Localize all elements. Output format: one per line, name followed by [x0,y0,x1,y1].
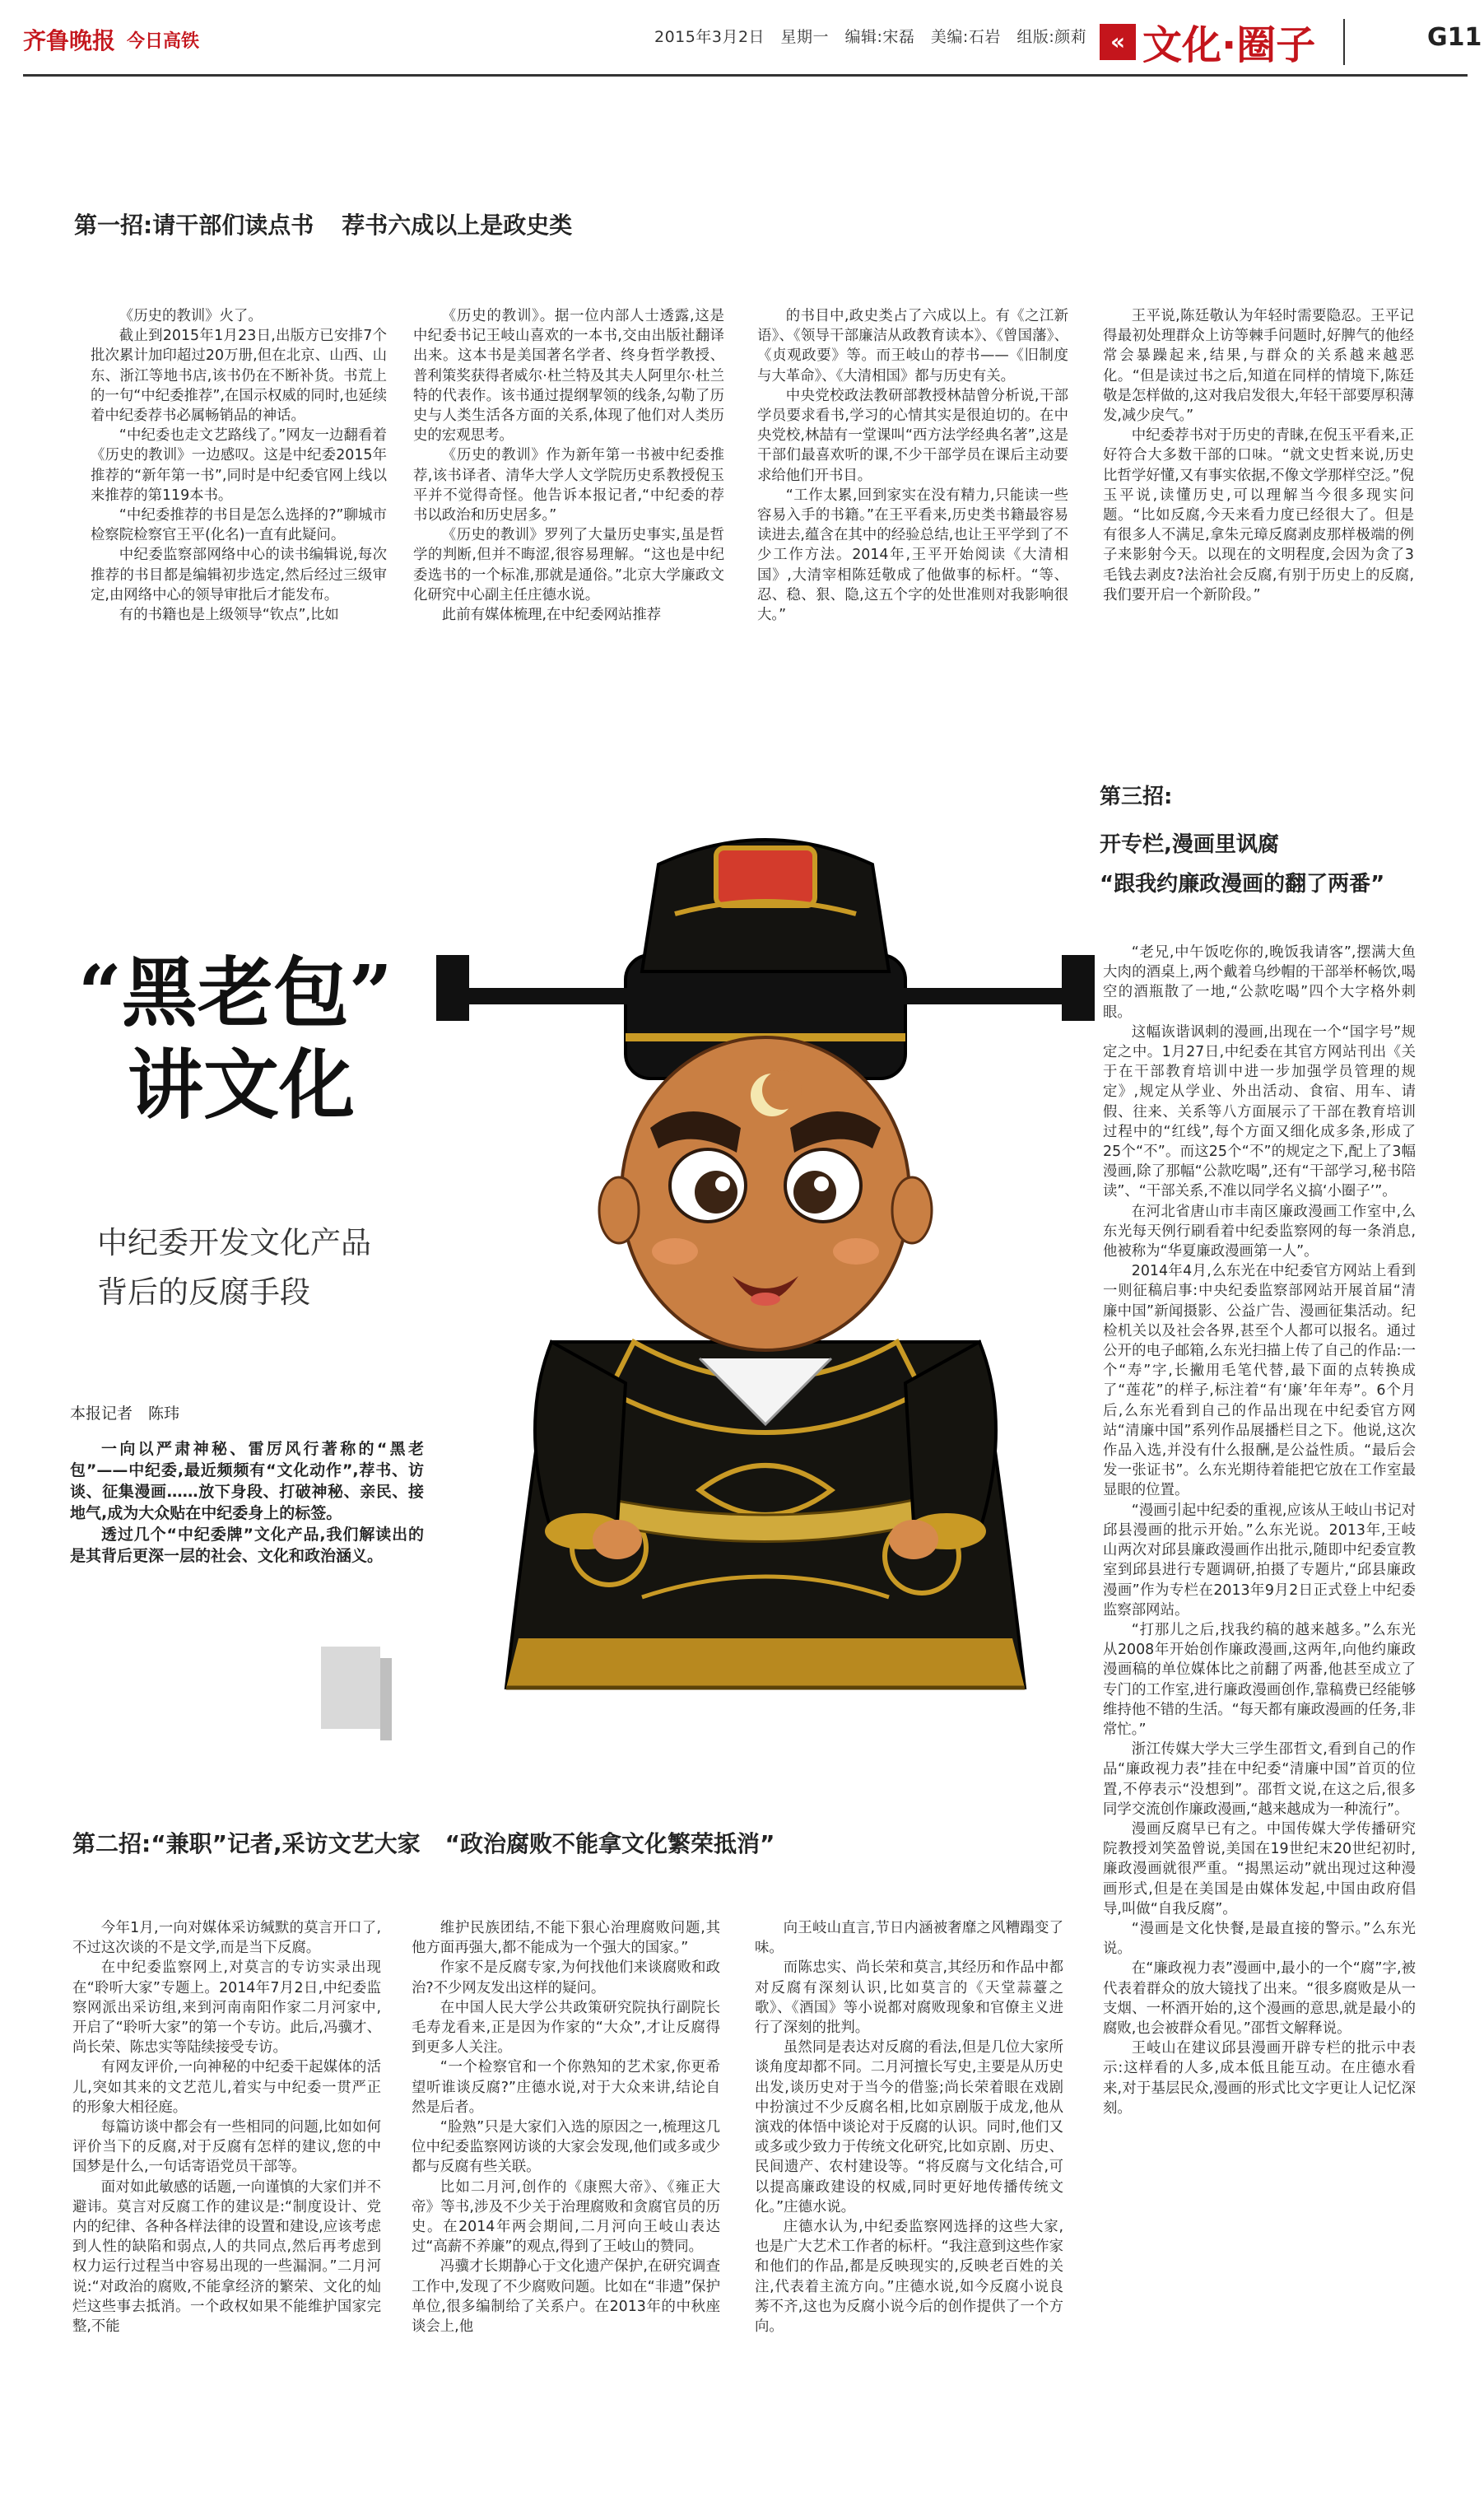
paragraph: 《历史的教训》。据一位内部人士透露,这是中纪委书记王岐山喜欢的一本书,交由出版社翻译出来。这本书是美国著名学者、终身哲学教授、普利策奖获得者威尔·杜兰特及其夫人阿里尔·杜兰特的代表作。该书通过提纲挈领的线条,勾勒了历史与人类生活各方面的关系,体现了他们对人类历史的宏观思考。 [413,308,724,445]
paragraph: 此前有媒体梳理,在中纪委网站推荐 [441,607,662,624]
section2-heading [72,1826,775,1859]
section2-column-3 [755,1918,1063,2336]
paragraph: 有的书籍也是上级领导“钦点”,比如 [119,607,339,624]
byline: 本报记者 陈玮 [70,1405,180,1423]
decorative-block [321,1647,380,1729]
section3-title-2: “跟我约廉政漫画的翻了两番” [1100,872,1385,897]
headline-line-2: 讲文化 [128,1041,356,1130]
section3-label: 第三招: [1100,785,1173,809]
page-number: G11 [1427,23,1482,52]
paragraph: 庄德水认为,中纪委监察网选择的这些大家,也是广大艺术工作者的标杆。“我注意到这些作家和他们的作品,都是反映现实的,反映老百姓的关注,代表着主流方向。”庄德水说,如今反腐小说良莠不齐,这也为反腐小说今后的创作提供了一个方向。 [755,2219,1063,2336]
paragraph: “打那儿之后,找我约稿的越来越多。”么东光从2008年开始创作廉政漫画,这两年,向他约廉政漫画稿的单位媒体比之前翻了两番,他甚至成立了专门的工作室,进行廉政漫画创作,靠稿费已经能够维持他不错的生活。“每天都有廉政漫画的任务,非常忙。” [1103,1621,1416,1738]
paragraph: 有网友评价,一向神秘的中纪委干起媒体的活儿,突如其来的文艺范儿,着实与中纪委一贯严正的形象大相径庭。 [72,2059,381,2116]
feature-dek [97,1218,371,1317]
paragraph: 中纪委监察部网络中心的读书编辑说,每次推荐的书目都是编辑初步选定,然后经过三级审定,由网络中心的领导审批后才能发布。 [91,547,387,603]
paragraph: 浙江传媒大学大三学生邵哲文,看到自己的作品“廉政视力表”挂在中纪委“清廉中国”首页的位置,不停表示“没想到”。邵哲文说,在这之后,很多同学交流创作廉政漫画,“越来越成为一种流行”。 [1103,1741,1416,1818]
paragraph: 的书目中,政史类占了六成以上。有《之江新语》、《领导干部廉洁从政教育读本》、《曾国藩》、《贞观政要》等。而王岐山的荐书——《旧制度与大革命》、《大清相国》都与历史有关。 [757,308,1068,384]
paragraph: 每篇访谈中都会有一些相同的问题,比如如何评价当下的反腐,对于反腐有怎样的建议,您的中国梦是什么,一句话寄语党员干部等。 [72,2119,381,2176]
section1-column-2 [413,306,724,625]
section2-column-1 [72,1918,381,2336]
section2-column-2 [412,1918,720,2336]
paragraph: “老兄,中午饭吃你的,晚饭我请客”,摆满大鱼大肉的酒桌上,两个戴着乌纱帽的干部举杯畅饮,喝空的酒瓶散了一地,“公款吃喝”四个大字格外刺眼。 [1103,944,1416,1021]
paragraph: 作家不是反腐专家,为何找他们来谈腐败和政治?不少网友发出这样的疑问。 [412,1959,720,1996]
paragraph: “脸熟”只是大家们入选的原因之一,梳理这几位中纪委监察网访谈的大家会发现,他们或多或少都与反腐有些关联。 [412,2119,720,2176]
paragraph: “工作太累,回到家实在没有精力,只能读一些容易入手的书籍。”在王平看来,历史类书籍最容易读进去,蕴含在其中的经验总结,也让王平学到了不少工作方法。2014年,王平开始阅读《大清相国》,大清宰相陈廷敬成了他做事的标杆。“等、忍、稳、狠、隐,这五个字的处世准则对我影响很大。” [757,487,1068,624]
section1-column-4 [1103,306,1414,605]
paragraph: 中央党校政法教研部教授林喆曾分析说,干部学员要求看书,学习的心情其实是很迫切的。在中央党校,林喆有一堂课叫“西方法学经典名著”,这是干部们最喜欢听的课,不少干部学员在课后主动要求给他们开书目。 [757,387,1068,484]
paragraph: 2014年4月,么东光在中纪委官方网站上看到一则征稿启事:中央纪委监察部网站开展首届“清廉中国”新闻摄影、公益广告、漫画征集活动。纪检机关以及社会各界,甚至个人都可以报名。通过公开的电子邮箱,么东光扫描上传了自己的作品:一个“寿”字,长撇用毛笔代替,最下面的点转换成了“莲花”的样子,标注着“有‘廉’年年寿”。6个月后,么东光看到自己的作品出现在中纪委官方网站“清廉中国”系列作品展播栏目之下。他说,这次作品入选,并没有什么报酬,是公益性质。“最后会发一张证书”。么东光期待着能把它放在工作室最显眼的位置。 [1103,1263,1416,1499]
paragraph: 王平说,陈廷敬认为年轻时需要隐忍。王平记得最初处理群众上访等棘手问题时,好脾气的他经常会暴躁起来,结果,与群众的关系越来越恶化。“但是读过书之后,知道在同样的情境下,陈廷敬是怎样做的,这对我启发很大,年轻干部要厚积薄发,减少戾气。” [1103,308,1414,425]
section2-heading-a: 第二招:“兼职”记者,采访文艺大家 [72,1830,421,1857]
section1-heading-a: 第一招:请干部们读点书 [74,212,314,239]
dek-line-2: 背后的反腐手段 [97,1274,310,1310]
paragraph: 在河北省唐山市丰南区廉政漫画工作室中,么东光每天例行刷看着中纪委监察网的每一条消息,他被称为“华夏廉政漫画第一人”。 [1103,1203,1416,1260]
paragraph: “一个检察官和一个你熟知的艺术家,你更希望听谁谈反腐?”庄德水说,对于大众来讲,结论自然是后者。 [412,2059,720,2116]
section1-column-1 [91,306,387,625]
double-chevron-left-icon: « [1100,24,1136,60]
paragraph: 维护民族团结,不能下狠心治理腐败问题,其他方面再强大,都不能成为一个强大的国家。” [412,1920,720,1957]
paragraph: 冯骥才长期静心于文化遗产保护,在研究调查工作中,发现了不少腐败问题。比如在“非遗”保护单位,很多编制给了关系户。在2013年的中秋座谈会上,他 [412,2258,720,2336]
paragraph: 中纪委荐书对于历史的青睐,在倪玉平看来,正好符合大多数干部的口味。“就文史哲来说,历史比哲学好懂,又有事实依据,不像文学那样空泛。”倪玉平说,读懂历史,可以理解当今很多现实问题。“比如反腐,今天来看力度已经很大了。但是有很多人不满足,拿朱元璋反腐剥皮那样极端的例子来影射今天。以现在的文明程度,会因为贪了3毛钱去剥皮?法治社会反腐,有别于历史上的反腐,我们要开启一个新阶段。” [1103,427,1414,603]
paragraph: “中纪委也走文艺路线了。”网友一边翻看着《历史的教训》一边感叹。这是中纪委2015年推荐的“新年第一书”,同时是中纪委官网上线以来推荐的第119本书。 [91,427,387,504]
paragraph: 面对如此敏感的话题,一向谨慎的大家们并不避讳。莫言对反腐工作的建议是:“制度设计、党内的纪律、各种各样法律的设置和建设,应该考虑到人性的缺陷和弱点,人的共同点,然后再考虑到权力运行过程当中容易出现的一些漏洞。”二月河说:“对政治的腐败,不能拿经济的繁荣、文化的灿烂这些事去抵消。一个政权如果不能维护国家完整,不能 [72,2178,381,2336]
section3-body [1103,943,1416,2118]
paragraph: “漫画引起中纪委的重视,应该从王岐山书记对邱县漫画的批示开始。”么东光说。2013年,王岐山两次对邱县廉政漫画作出批示,随即中纪委宣教室到邱县进行专题调研,拍摄了专题片,“邱县廉政漫画”作为专栏在2013年9月2日正式登上中纪委监察部网站。 [1103,1502,1416,1619]
section-banner [1100,13,1345,70]
section1-heading-b: 荐书六成以上是政史类 [342,212,573,239]
paragraph: 截止到2015年1月23日,出版方已安排7个批次累计加印超过20万册,但在北京、山西、山东、浙江等地书店,该书仍在不断补货。书荒上的一句“中纪委推荐”,在国示权威的同时,也延续着中纪委荐书必属畅销品的神话。 [91,328,387,425]
feature-headline [78,947,393,1131]
masthead [23,23,199,56]
section1-column-3 [757,306,1068,625]
paragraph: 《历史的教训》火了。 [119,308,263,324]
paragraph: “中纪委推荐的书目是怎么选择的?”聊城市检察院检察官王平(化名)一直有此疑问。 [91,507,387,544]
paragraph: 而陈忠实、尚长荣和莫言,其经历和作品中都对反腐有深刻认识,比如莫言的《天堂蒜薹之歌》、《酒国》等小说都对腐败现象和官僚主义进行了深刻的批判。 [755,1959,1063,2037]
newspaper-logo: 齐鲁晚报 [23,27,116,54]
paragraph: 比如二月河,创作的《康熙大帝》、《雍正大帝》等书,涉及不少关于治理腐败和贪腐官员的历史。在2014年两会期间,二月河向王岐山表达过“高薪不养廉”的观点,得到了王岐山的赞同。 [412,2178,720,2256]
section3-title-1: 开专栏,漫画里讽腐 [1100,832,1279,857]
paragraph: 今年1月,一向对媒体采访缄默的莫言开口了,不过这次谈的不是文学,而是当下反腐。 [72,1920,381,1957]
section1-heading [74,207,572,240]
paragraph: 在中纪委监察网上,对莫言的专访实录出现在“聆听大家”专题上。2014年7月2日,中纪委监察网派出采访组,来到河南南阳作家二月河家中,开启了“聆听大家”的第一个专访。此后,冯骥才、尚长荣、陈忠实等陆续接受专访。 [72,1959,381,2057]
paragraph: 王岐山在建议邱县漫画开辟专栏的批示中表示:这样看的人多,成本低且能互动。在庄德水看来,对于基层民众,漫画的形式比文字更让人记忆深刻。 [1103,2040,1416,2117]
header-divider [1343,19,1345,65]
header-rule [23,74,1468,77]
bao-gong-mascot-illustration [428,766,1103,1737]
paragraph: 虽然同是表达对反腐的看法,但是几位大家所谈角度却都不同。二月河擅长写史,主要是从历史出发,谈历史对于当今的借鉴;尚长荣着眼在戏剧中扮演过不少反腐名相,比如京剧版于成龙,他从演戏的体悟中谈论对于反腐的认识。同时,他们又或多或少致力于传统文化研究,比如京剧、历史、民间遗产、农村建设等。“将反腐与文化结合,可以提高廉政建设的权威,同时更好地传播传统文化。”庄德水说。 [755,2039,1063,2215]
section-title: 文化·圈子 [1142,22,1316,68]
section2-heading-b: “政治腐败不能拿文化繁荣抵消” [444,1830,775,1857]
paragraph: 《历史的教训》作为新年第一书被中纪委推荐,该书译者、清华大学人文学院历史系教授倪玉平并不觉得奇怪。他告诉本报记者,“中纪委的荐书以政治和历史居多。” [413,447,724,524]
paragraph: 在中国人民大学公共政策研究院执行副院长毛寿龙看来,正是因为作家的“大众”,才让反腐得到更多人关注。 [412,1999,720,2057]
paragraph: 在“廉政视力表”漫画中,最小的一个“腐”字,被代表着群众的放大镜找了出来。“很多腐败是从一支烟、一杯酒开始的,这个漫画的意思,就是最小的腐败,也会被群众看见。”邵哲文解释说。 [1103,1960,1416,2037]
paragraph: “漫画是文化快餐,是最直接的警示。”么东光说。 [1103,1920,1416,1958]
paragraph: 《历史的教训》罗列了大量历史事实,虽是哲学的判断,但并不晦涩,很容易理解。“这也是中纪委选书的一个标准,那就是通俗。”北京大学廉政文化研究中心副主任庄德水说。 [413,527,724,603]
edition-label: 今日高铁 [127,30,200,52]
issue-meta: 2015年3月2日 星期一 编辑:宋磊 美编:石岩 组版:颜莉 [654,28,1087,46]
dek-line-1: 中纪委开发文化产品 [97,1225,371,1260]
paragraph: 漫画反腐早已有之。中国传媒大学传播研究院教授刘笑盈曾说,美国在19世纪末20世纪初时,廉政漫画就很严重。“揭黑运动”就出现过这种漫画形式,但是在美国是由媒体发起,中国由政府倡导,叫做“自我反腐”。 [1103,1820,1416,1917]
paragraph: 这幅诙谐讽刺的漫画,出现在一个“国字号”规定之中。1月27日,中纪委在其官方网站刊出《关于在干部教育培训中进一步加强学员管理的规定》,规定从学业、外出活动、食宿、用车、请假、往来、关系等八方面展示了干部在教育培训过程中的“红线”,每个方面又细化成多条,形成了25个“不”。而这25个“不”的规定之下,配上了3幅漫画,除了那幅“公款吃喝”,还有“干部学习,秘书陪读”、“干部关系,不准以同学名义搞‘小圈子’”。 [1103,1023,1416,1200]
lede [70,1438,424,1567]
lede-paragraph: 透过几个“中纪委牌”文化产品,我们解读出的是其背后更深一层的社会、文化和政治涵义。 [70,1526,424,1565]
lede-paragraph: 一向以严肃神秘、雷厉风行著称的“黑老包”——中纪委,最近频频有“文化动作”,荐书、访谈、征集漫画……放下身段、打破神秘、亲民、接地气,成为大众贴在中纪委身上的标签。 [70,1440,424,1522]
paragraph: 向王岐山直言,节日内涵被奢靡之风糟蹋变了味。 [755,1920,1063,1957]
headline-line-1: “黑老包” [78,948,393,1037]
